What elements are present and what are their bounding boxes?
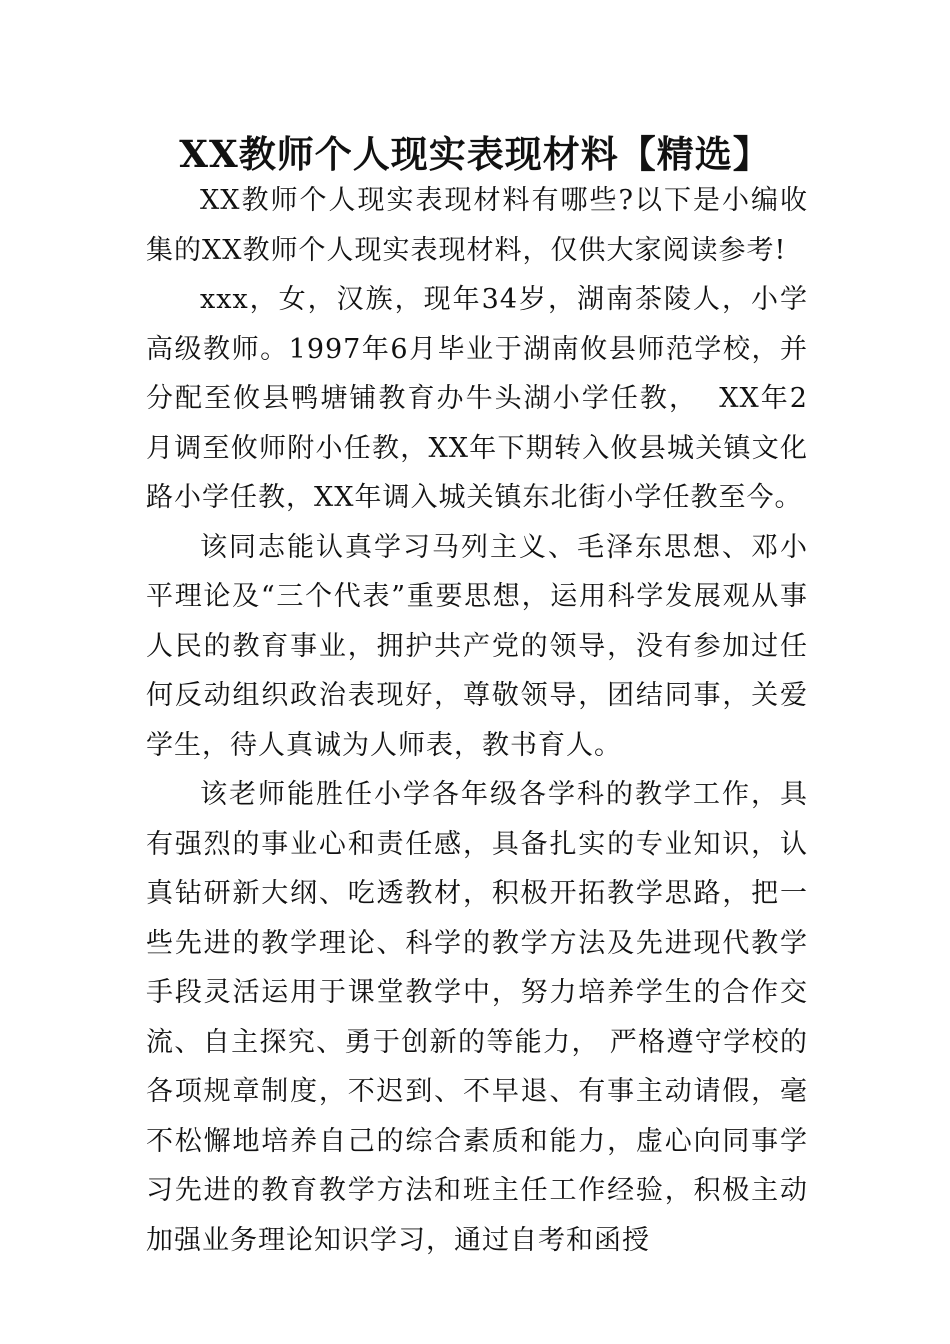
paragraph-political-conduct: 该同志能认真学习马列主义、毛泽东思想、邓小平理论及“三个代表”重要思想，运用科学发展观从事人民的教育事业，拥护共产党的领导，没有参加过任何反动组织政治表现好，尊敬领导，团结同事，关爱学生，待人真诚为人师表，教书育人。 — [146, 531, 808, 761]
document-title: XX教师个人现实表现材料【精选】 — [179, 132, 771, 176]
paragraph-intro: XX教师个人现实表现材料有哪些?以下是小编收集的XX教师个人现实表现材料，仅供大家阅读参考! — [146, 185, 808, 266]
paragraph-biography: xxx，女，汉族，现年34岁，湖南茶陵人，小学高级教师。1997年6月毕业于湖南攸县师范学校，并分配至攸县鸭塘铺教育办牛头湖小学任教， XX年2月调至攸师附小任教，XX年下期转入攸县城关镇文化路小学任教，XX年调入城关镇东北街小学任教至今。 — [146, 284, 808, 513]
paragraph-teaching-work: 该老师能胜任小学各年级各学科的教学工作，具有强烈的事业心和责任感，具备扎实的专业知识，认真钻研新大纲、吃透教材，积极开拓教学思路，把一些先进的教学理论、科学的教学方法及先进现代教学手段灵活运用于课堂教学中，努力培养学生的合作交流、自主探究、勇于创新的等能力， 严格遵守学校的各项规章制度，不迟到、不早退、有事主动请假，毫不松懈地培养自己的综合素质和能力，虚心向同事学习先进的教育教学方法和班主任工作经验，积极主动加强业务理论知识学习，通过自考和函授 — [146, 779, 808, 1256]
document-body — [146, 176, 808, 1265]
